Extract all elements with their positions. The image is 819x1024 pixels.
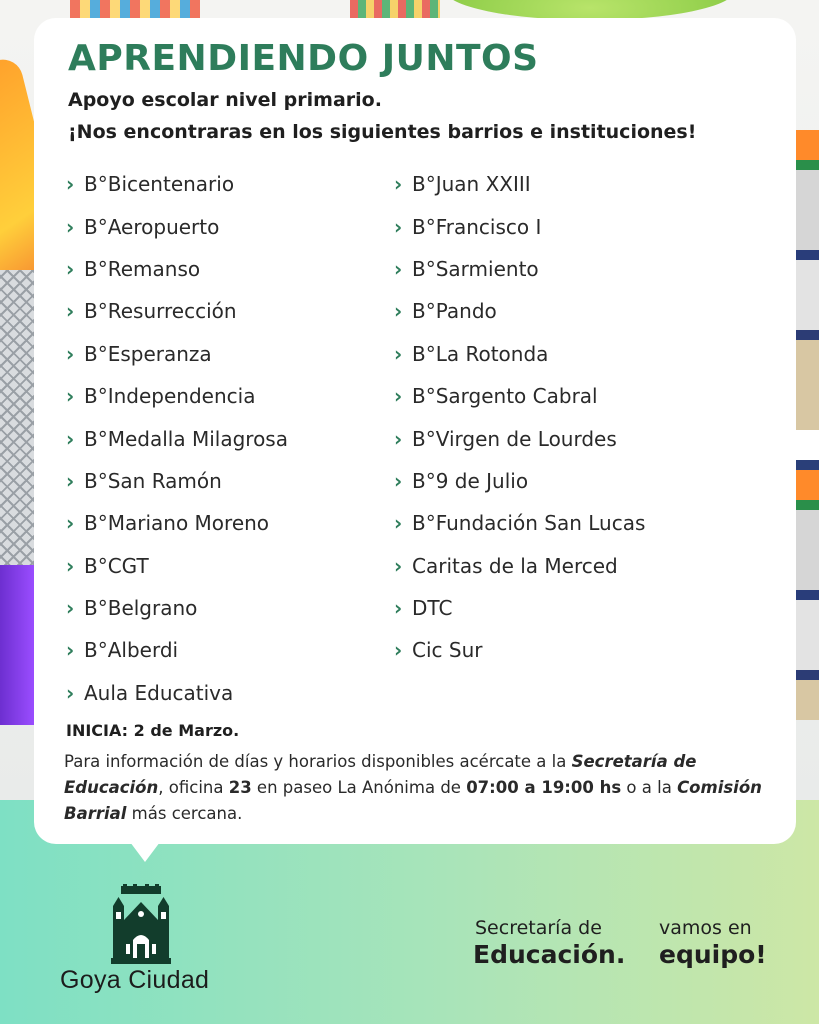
chevron-right-icon: › (66, 214, 75, 239)
chevron-right-icon: › (394, 256, 403, 281)
secretaria-name: Secretaría de Educación (64, 752, 697, 797)
location-label: B°Remanso (84, 256, 201, 281)
location-label: B°San Ramón (84, 468, 222, 493)
intro-text: ¡Nos encontraras en los siguientes barrios e instituciones! (68, 121, 697, 143)
goya-ciudad-logo-icon (111, 884, 171, 966)
location-label: B°Medalla Milagrosa (84, 426, 288, 451)
location-item (394, 545, 645, 587)
chevron-right-icon: › (66, 341, 75, 366)
location-item (66, 629, 288, 671)
location-item (394, 333, 645, 375)
location-item (394, 163, 645, 205)
location-label: B°Belgrano (84, 596, 198, 621)
chevron-right-icon: › (66, 511, 75, 536)
subtitle: Apoyo escolar nivel primario. (68, 89, 382, 111)
info-text: Para información de días y horarios disponibles acércate a la (64, 752, 572, 771)
chevron-right-icon: › (394, 426, 403, 451)
location-item (394, 205, 645, 247)
chevron-right-icon: › (66, 256, 75, 281)
purple-object-decoration (0, 565, 34, 725)
books-decoration (796, 130, 819, 720)
chevron-right-icon: › (66, 596, 75, 621)
location-item (394, 375, 645, 417)
chevron-right-icon: › (66, 680, 75, 705)
location-label: B°Virgen de Lourdes (412, 426, 617, 451)
location-label: B°Resurrección (84, 299, 237, 324)
pencils-decoration (70, 0, 200, 18)
location-label: B°Aeropuerto (84, 214, 220, 239)
location-item (66, 502, 288, 544)
location-label: B°Esperanza (84, 341, 212, 366)
office-number: 23 (228, 778, 252, 797)
chevron-right-icon: › (66, 426, 75, 451)
chevron-right-icon: › (394, 596, 403, 621)
location-label: B°Bicentenario (84, 172, 235, 197)
location-label: B°Fundación San Lucas (412, 511, 646, 536)
comision-barrial: Comisión Barrial (64, 778, 762, 823)
opening-hours: 07:00 a 19:00 hs (466, 778, 622, 797)
location-label: Caritas de la Merced (412, 553, 618, 578)
location-label: B°Sarmiento (412, 256, 539, 281)
location-item (66, 587, 288, 629)
location-label: B°Alberdi (84, 638, 179, 663)
chevron-right-icon: › (394, 172, 403, 197)
location-label: B°Sargento Cabral (412, 384, 598, 409)
location-label: B°La Rotonda (412, 341, 549, 366)
pencils-decoration-mid (350, 0, 440, 18)
slogan-line1: vamos en (659, 917, 752, 939)
location-item (394, 290, 645, 332)
chevron-right-icon: › (66, 299, 75, 324)
locations-left-column (66, 163, 288, 714)
location-label: B°9 de Julio (412, 468, 529, 493)
chevron-right-icon: › (394, 299, 403, 324)
location-item (394, 460, 645, 502)
location-item (394, 417, 645, 459)
location-item (66, 417, 288, 459)
chevron-right-icon: › (66, 384, 75, 409)
location-label: B°Juan XXIII (412, 172, 531, 197)
page-title: APRENDIENDO JUNTOS (68, 38, 539, 79)
location-item (394, 629, 645, 671)
chevron-right-icon: › (394, 511, 403, 536)
location-item (66, 460, 288, 502)
info-text: más cercana. (126, 804, 243, 823)
start-date: INICIA: 2 de Marzo. (66, 721, 240, 740)
location-label: B°Pando (412, 299, 497, 324)
location-item (394, 502, 645, 544)
location-item (66, 248, 288, 290)
location-item (66, 163, 288, 205)
location-item (394, 587, 645, 629)
location-label: B°Independencia (84, 384, 256, 409)
info-text: en paseo La Anónima de (251, 778, 467, 797)
city-name: Goya Ciudad (60, 966, 210, 994)
chevron-right-icon: › (66, 468, 75, 493)
chevron-right-icon: › (394, 214, 403, 239)
location-label: Cic Sur (412, 638, 483, 663)
chevron-right-icon: › (394, 553, 403, 578)
location-item (66, 672, 288, 714)
location-item (66, 333, 288, 375)
slogan-line2: equipo! (659, 940, 767, 969)
location-label: B°Mariano Moreno (84, 511, 270, 536)
location-item (66, 290, 288, 332)
chevron-right-icon: › (394, 638, 403, 663)
location-label: DTC (412, 596, 453, 621)
location-item (66, 545, 288, 587)
secretaria-line2: Educación. (473, 940, 626, 969)
info-text: , oficina (158, 778, 229, 797)
location-item (66, 375, 288, 417)
location-label: B°CGT (84, 553, 149, 578)
chevron-right-icon: › (66, 638, 75, 663)
location-label: B°Francisco I (412, 214, 542, 239)
secretaria-line1: Secretaría de (475, 917, 602, 939)
chevron-right-icon: › (66, 172, 75, 197)
locations-right-column (394, 163, 645, 672)
chevron-right-icon: › (394, 384, 403, 409)
info-paragraph (64, 749, 780, 827)
chevron-right-icon: › (66, 553, 75, 578)
info-text: o a la (621, 778, 678, 797)
location-item (394, 248, 645, 290)
chevron-right-icon: › (394, 468, 403, 493)
location-label: Aula Educativa (84, 680, 234, 705)
location-item (66, 205, 288, 247)
chevron-right-icon: › (394, 341, 403, 366)
